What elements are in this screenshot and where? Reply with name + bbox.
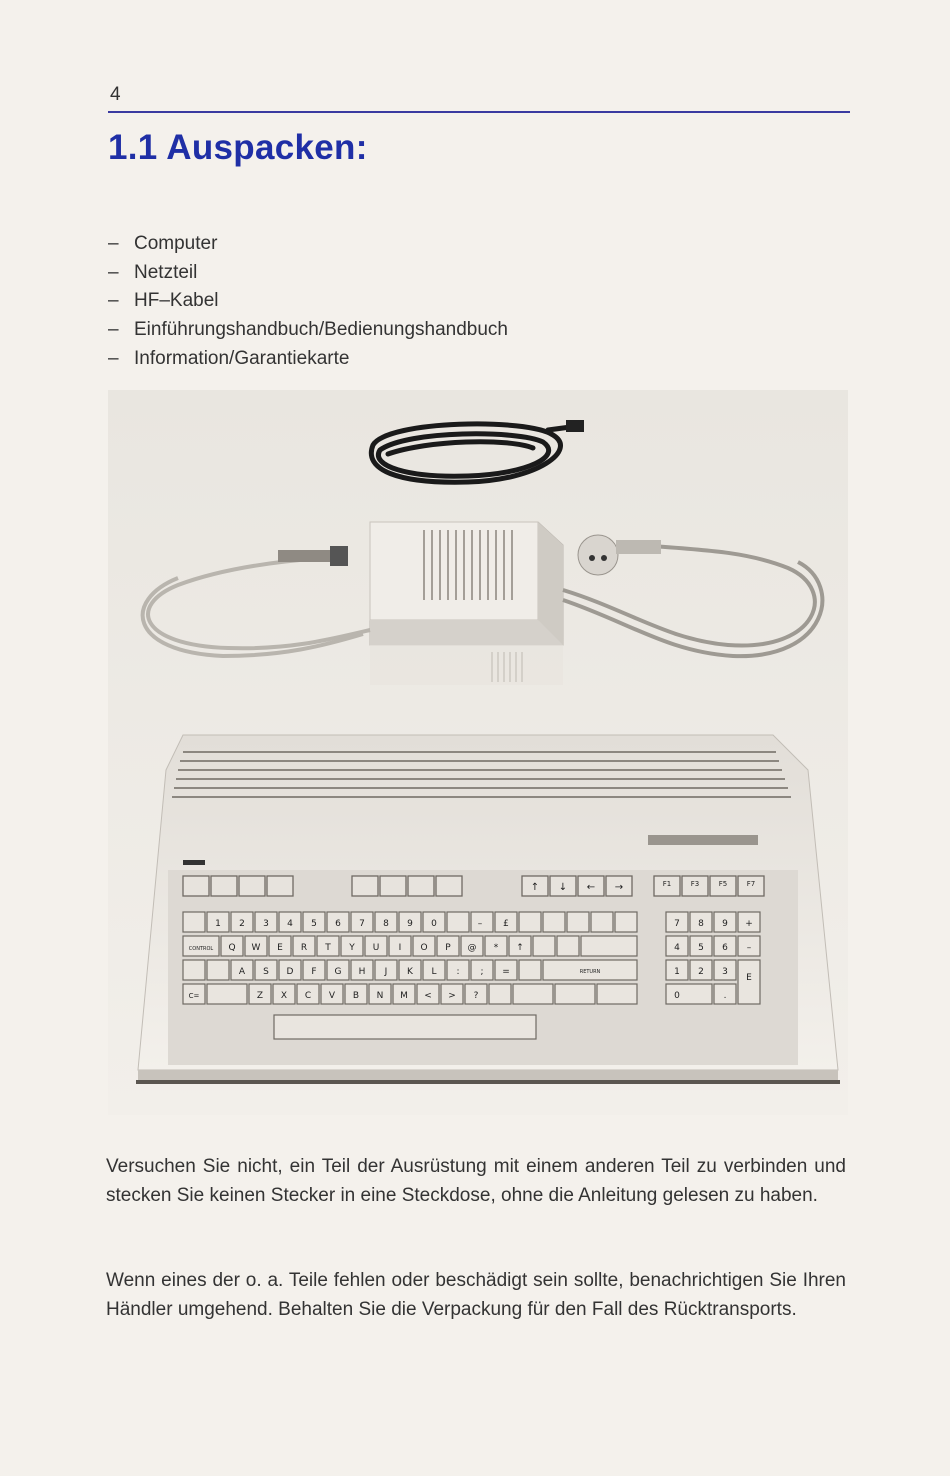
- key-label: £: [503, 919, 509, 929]
- key-label: ↑: [516, 943, 524, 953]
- key-label: J: [384, 967, 388, 977]
- header-rule: [108, 111, 850, 113]
- key-label: F: [311, 967, 317, 977]
- key-label: T: [325, 943, 331, 953]
- list-item: [108, 316, 508, 345]
- list-item-label: Netzteil: [134, 261, 198, 283]
- key-label: W: [251, 943, 261, 953]
- key-label: D: [286, 967, 294, 977]
- key-label: 6: [335, 919, 341, 929]
- keypad-label: 2: [698, 967, 704, 977]
- key-label: 9: [407, 919, 413, 929]
- list-item: [108, 259, 508, 288]
- list-dash: –: [108, 233, 119, 254]
- keypad-label: 3: [722, 967, 728, 977]
- arrow-down-key: ↓: [558, 882, 568, 893]
- keypad-label: 4: [674, 943, 680, 953]
- key-label: ;: [480, 967, 484, 977]
- key-label: RETURN: [579, 969, 601, 975]
- key-label: A: [238, 967, 246, 977]
- key-label: 1: [215, 919, 221, 929]
- key-label: 8: [383, 919, 389, 929]
- key-label: *: [493, 943, 499, 953]
- key-label: K: [407, 967, 413, 977]
- keypad-label: –: [746, 943, 752, 953]
- product-photo: [108, 390, 848, 1115]
- key-label: 4: [287, 919, 293, 929]
- warning-paragraph: Versuchen Sie nicht, ein Teil der Ausrüstung mit einem anderen Teil zu verbinden und stecken Sie keinen Stecker in eine Steckdose, ohne die Anleitung gelesen zu haben.: [106, 1156, 846, 1206]
- key-label: S: [263, 967, 269, 977]
- key-label: =: [502, 967, 510, 977]
- din-plug-head: [330, 546, 348, 566]
- list-dash: –: [108, 261, 119, 283]
- key-label: R: [300, 943, 308, 953]
- list-item-label: Computer: [134, 233, 218, 254]
- list-item-label: Einführungshandbuch/Bedienungshandbuch: [134, 319, 508, 341]
- key-label: @: [467, 943, 477, 953]
- key-label: 3: [263, 919, 269, 929]
- key-label: Q: [228, 943, 236, 953]
- list-item-label: HF–Kabel: [134, 290, 219, 312]
- key-label: Y: [349, 943, 355, 953]
- missing-parts-paragraph: Wenn eines der o. a. Teile fehlen oder beschädigt sein sollte, benachrichtigen Sie Ihren Händler umgehend. Behalten Sie die Verpackung für den Fall des Rücktransports.: [106, 1270, 846, 1320]
- key-label: N: [376, 991, 384, 1001]
- key-label: E: [277, 943, 283, 953]
- computer-c128: [136, 735, 840, 1084]
- power-supply: [370, 522, 563, 685]
- keypad-label: E: [746, 973, 752, 983]
- f5-key: F5: [718, 880, 728, 888]
- key-label: L: [431, 967, 437, 977]
- key-label: G: [334, 967, 342, 977]
- page-number: 4: [110, 84, 121, 105]
- key-label: C=: [188, 992, 200, 1000]
- key-label: 0: [431, 919, 437, 929]
- key-label: O: [420, 943, 428, 953]
- key-label: U: [372, 943, 380, 953]
- list-item: [108, 345, 508, 374]
- f3-key: F3: [690, 880, 700, 888]
- din-plug: [278, 550, 333, 562]
- contents-list: [108, 230, 508, 374]
- keypad-label: 7: [674, 919, 680, 929]
- list-item: [108, 230, 508, 259]
- key-label: CONTROL: [188, 946, 214, 952]
- key-label: V: [328, 991, 336, 1001]
- keypad-label: .: [723, 991, 727, 1001]
- key-label: I: [398, 943, 402, 953]
- key-label: 5: [311, 919, 317, 929]
- list-dash: –: [108, 290, 119, 312]
- key-label: 7: [359, 919, 365, 929]
- key-label: ?: [473, 991, 479, 1001]
- keypad-label: 8: [698, 919, 704, 929]
- key-label: M: [400, 991, 408, 1001]
- key-label: B: [352, 991, 360, 1001]
- list-item-label: Information/Garantiekarte: [134, 347, 350, 369]
- keypad-label: 5: [698, 943, 704, 953]
- arrow-left-key: ←: [586, 882, 596, 893]
- key-label: H: [358, 967, 366, 977]
- keypad-label: 6: [722, 943, 728, 953]
- key-label: Z: [256, 991, 264, 1001]
- list-dash: –: [108, 347, 119, 369]
- list-dash: –: [108, 319, 119, 341]
- keypad-label: 9: [722, 919, 728, 929]
- section-heading: 1.1 Auspacken:: [108, 128, 368, 167]
- key-label: 2: [239, 919, 245, 929]
- keypad-label: 1: [674, 967, 680, 977]
- key-label: X: [280, 991, 288, 1001]
- f7-key: F7: [746, 880, 756, 888]
- list-item: [108, 287, 508, 316]
- key-label: :: [456, 967, 460, 977]
- key-label: >: [448, 991, 456, 1001]
- key-label: <: [424, 991, 432, 1001]
- f1-key: F1: [662, 880, 672, 888]
- key-label: C: [304, 991, 312, 1001]
- keypad-label: +: [745, 919, 753, 929]
- key-label: –: [477, 919, 483, 929]
- arrow-up-key: ↑: [530, 882, 540, 893]
- keypad-label: 0: [674, 991, 680, 1001]
- key-label: P: [445, 943, 451, 953]
- arrow-right-key: →: [614, 882, 624, 893]
